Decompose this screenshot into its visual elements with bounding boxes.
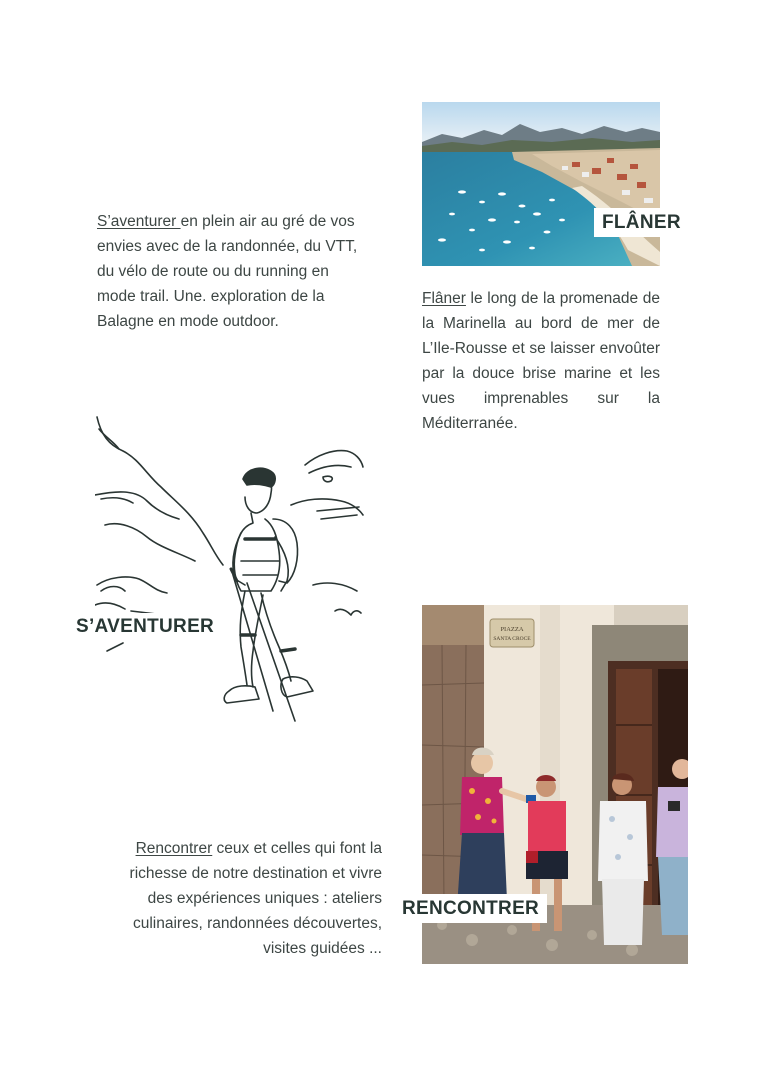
street-sign [490, 619, 534, 647]
rencontrer-label: RENCONTRER [395, 894, 547, 923]
street-sign-text-2: SANTA CROCE [493, 636, 531, 642]
rencontrer-link[interactable]: Rencontrer [135, 840, 213, 857]
flaner-link[interactable]: Flâner [422, 290, 466, 307]
hiker-drawing [95, 415, 365, 725]
saventurer-paragraph [97, 209, 359, 334]
saventurer-link[interactable]: S’aventurer [97, 213, 181, 230]
flaner-label: FLÂNER [594, 208, 689, 237]
harbour-illustration [422, 102, 660, 266]
saventurer-label: S’AVENTURER [70, 613, 220, 641]
flaner-paragraph [422, 286, 660, 436]
rencontrer-text: ceux et celles qui font la richesse de notre destination et vivre des expériences uniques : ateliers culinaires, randonnées découvertes, visites guidées ... [129, 840, 382, 957]
flaner-photo [422, 102, 660, 266]
saventurer-text: en plein air au gré de vos envies avec de la randonnée, du VTT, du vélo de route ou du running en mode trail. Une. exploration de la Balagne en mode outdoor. [97, 213, 358, 330]
hiker-illustration [95, 415, 365, 725]
street-sign-text-1: PIAZZA [500, 626, 524, 633]
flaner-text: le long de la promenade de la Marinella au bord de mer de L’Ile-Rousse et se laisser envoûter par la douce brise marine et les vues imprenables sur la Méditerranée. [422, 290, 660, 432]
rencontrer-paragraph [120, 836, 382, 961]
